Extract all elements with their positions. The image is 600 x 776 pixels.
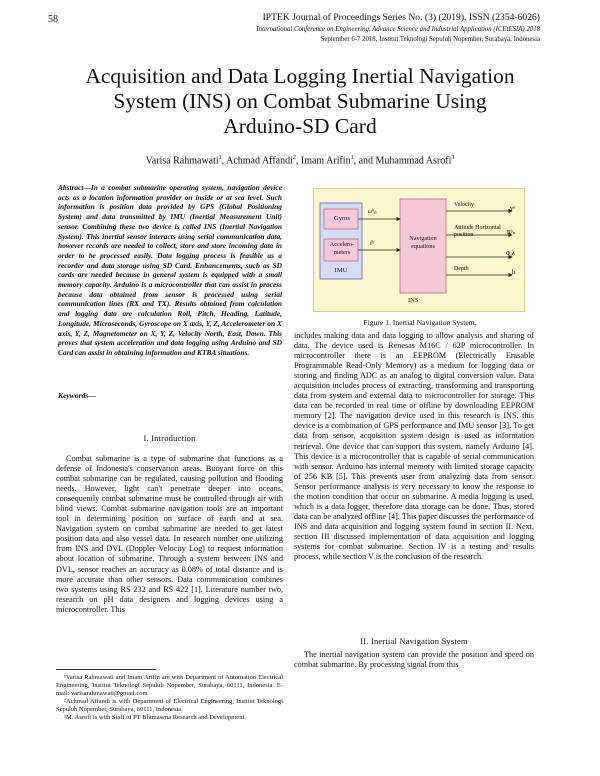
figure-ins-diagram <box>313 188 525 312</box>
introduction-paragraph: Combat submarine is a type of submarine that functions as a defense of Indonesia's conservation areas. Buoyant force on this combat submarine can be regulated, causing pollution and flooding needs. However, light can't penetrate deeper into oceans, consequently combat submarine must be controlled through air with blind views. Combat submarine navigation tools are an important tool in determining position on surface of earth and at sea. Navigation system on combat submarine are needed to get latest position data and also vessel data. In research number one utilizing from INS and DVL (Doppler Velocity Log) to request information about location of submarine. Through a system between INS and DVL, sensor reaches an accuracy as 0.08% of total distance and is more accurate than other sensors. Data communication combines two systems using RS 232 and RS 422 [1]. Literature number two, research on pH data designers and logging devices using a microcontroller. This <box>56 454 283 614</box>
footnotes: ¹Varisa Rahmawati and Imam Arifin are with Department of Automation Electrical Engineering, Institut Teknologi Sepuluh Nopember, Surabaya, 60111, Indonesia. E-mail: varisarahmawati@gmail.com ²Achmad Affandi is with Department of Electrical Engineering, Institut Teknologi Sepuluh Nopember, Surabaya, 60111, Indonesia. ³M. Asrofi is with Staff of PT Bhimasena Research and Development. <box>56 674 283 721</box>
column-2-paragraph: includes making data and data logging to allow analysis and sharing of data. The device used is Renesas M16C / 62P microcontroller. In microcontroller there is an EEPROM (Electrically Erasable Programmable Read-Only Memory) as a medium for logging data or storing and finding ADC as an analog to digital conversion value. Data acquisition includes process of extracting, transforming and transporting data from system and external data to microcontroller for storage. This data can be recorded in real time or offline by downloading EEPROM memory [2]. The navigation device used in this research is INS, this device is a combination of GPS performance and IMU sensor [3]. To get data from sensor, acquisition system design is used as information retrieval. One device that can support this system, namely Arduino [4]. This device is a microcontroller that is capable of serial communication with sensor. Arduino has internal memory with limited storage capacity of 256 KB [5]. This prevents user from analyzing data from sensor. Sensor performance analysis is very necessary to know the response to the motion condition that occur on submarine. A media logging is used, which is a data logger, therefore data storage can be done. Thus, stored data can be analyzed offline [4]. This paper discusses the performance of INS and data acquisition and logging system found in section II. Next, section III discussed implementation of data acquisition and logging systems for combat submarine. Section IV is a testing and results process, while section V is the conclusion of the research. <box>294 331 534 562</box>
section-1-heading: I. Introduction <box>143 433 196 443</box>
h-output: h <box>512 269 516 276</box>
keywords: Keywords— <box>58 391 96 400</box>
v-output: vⁿ <box>510 205 516 212</box>
f-label: fᵇ <box>370 241 374 247</box>
section-2-heading: II. Inertial Navigation System <box>360 636 468 646</box>
footnote-rule <box>56 669 156 670</box>
page-number: 58 <box>48 14 58 25</box>
depth-label: Depth <box>454 266 469 272</box>
section-2-paragraph: The inertial navigation system can provide the position and speed on combat submarine. By processing signal from this <box>294 650 534 670</box>
paper-title: Acquisition and Data Logging Inertial Navigation System (INS) on Combat Submarine Using Arduino-SD Card <box>85 64 515 138</box>
conference-header: International Conference on Engineering, Advance Science and Industrial Application (ICEtESIA) 2018 <box>256 26 540 33</box>
velocity-label: Velocity <box>454 202 474 208</box>
ins-label: INS <box>408 297 419 304</box>
figure-caption: Figure 1. Inertial Navigation System. <box>363 318 477 327</box>
author-list: Varisa Rahmawati$^1$, Achmad Affandi$^2$, Imam Arifin$^1$, and Muhammad Asrofi$^3$ <box>145 155 455 167</box>
dates-header: September 6-7 2018, Institut Teknologi Sepuluh Nopember, Surabaya, Indonesia <box>320 36 540 43</box>
journal-header: IPTEK Journal of Proceedings Series No. (3) (2019), ISSN (2354-6026) <box>262 12 540 23</box>
accelerometers-label: Accelero-meters <box>329 241 355 256</box>
abstract: Abstract—In a combat submarine operating system, navigation device acts as a location information provider on inside or at sea level. Such information is position data provided by GPS (Global Positioning System) and data transmitted by IMU (Inertial Measurement Unit) sensor. Combining these two device is called INS (Inertial Navigation System). This inertial sensor interacts using serial communication data, however records are needed to collect, store and store incoming data in order to be processed easily. Data logging process is feasible as a recorder and data storage using SD Card. Enhancements, such as SD cards are needed because in general system is equipped with a small memory capacity. Arduino is a microcontroller that can assist in process because data obtained from sensor is processed using serial communication lines (RX and TX). Results obtained from calculation and logging data are calculation Roll, Pitch, Heading, Latitude, Longitude, Microseconds, Gyroscope on X axis, Y, Z, Accelerometer on X axis, Y, Z, Magnetometer on X, Y, Z, Velocity North, East, Down. This proves that system acceleration and data logging using Arduino and SD Card can assist in obtaining information and KTBA situations. <box>58 183 282 357</box>
phi-output: Φ,λ <box>506 251 515 257</box>
attitude-label: Attitude Horizontal position <box>454 225 501 238</box>
output-rail <box>448 203 450 293</box>
imu-label: IMU <box>334 267 348 274</box>
nav-equations-label: Navigation equations <box>409 235 437 250</box>
gyros-label: Gyros <box>334 215 350 222</box>
rb-output: Rᵇₙ <box>507 230 516 236</box>
omega-label: ωᵇᵢᵦ <box>368 209 377 215</box>
